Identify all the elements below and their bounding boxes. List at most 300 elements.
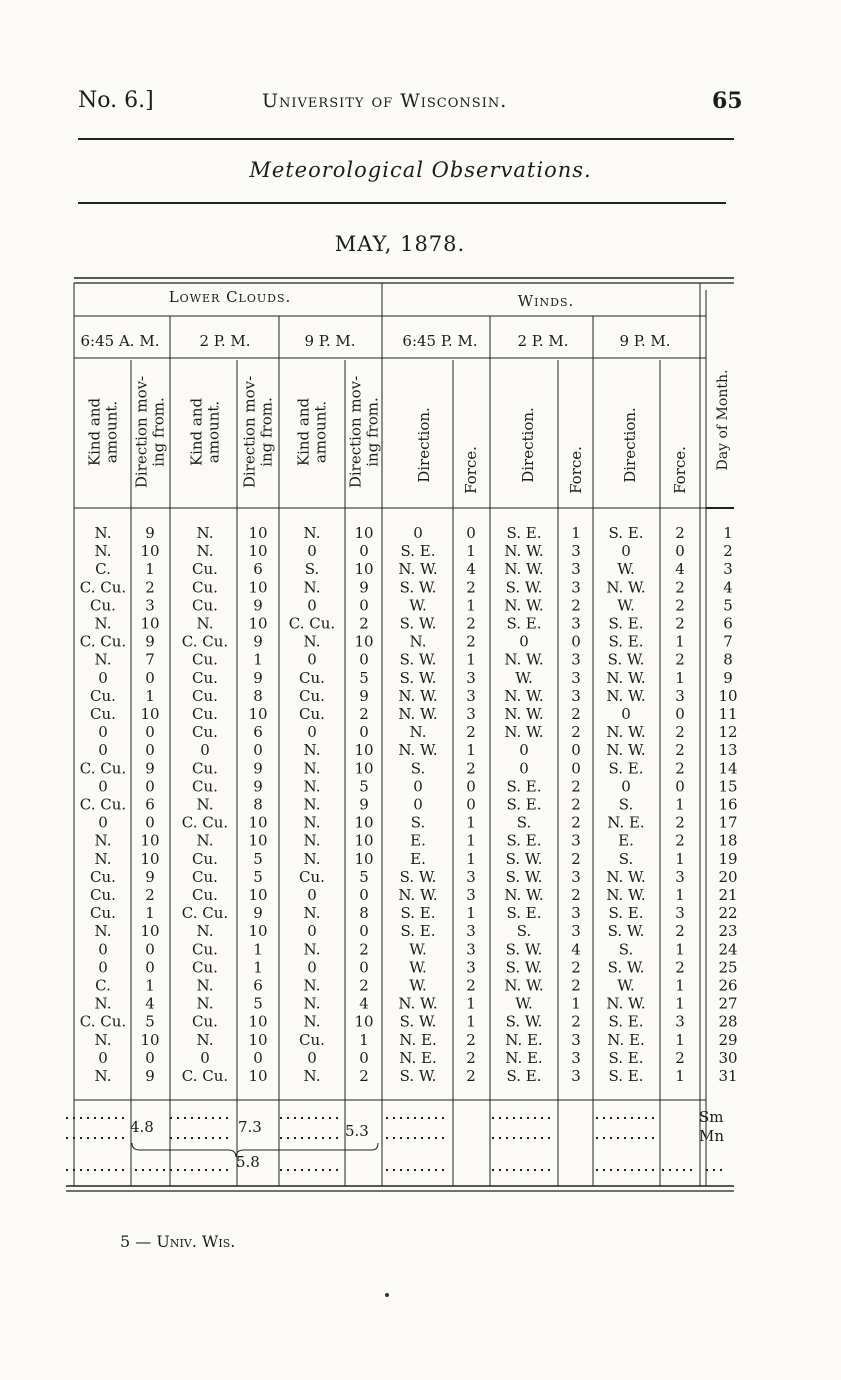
- cell-r23-c4: 0: [307, 922, 317, 941]
- stray-dot: [385, 1293, 389, 1297]
- cell-r3-c7: 4: [466, 560, 476, 579]
- cell-r27-c1: 4: [145, 994, 155, 1013]
- cell-r18-c12: 18: [718, 831, 738, 850]
- cell-r24-c0: 0: [98, 940, 108, 959]
- cell-r12-c2: Cu.: [192, 723, 218, 742]
- cell-r24-c11: 1: [675, 940, 685, 959]
- cell-r15-c10: 0: [621, 777, 631, 796]
- cell-r21-c12: 21: [718, 886, 738, 904]
- kind-amount-645-line: amount.: [102, 400, 121, 464]
- cell-r25-c2: Cu.: [192, 958, 218, 977]
- cell-r12-c12: 12: [718, 723, 738, 742]
- cell-r29-c9: 3: [571, 1030, 581, 1049]
- cell-r19-c11: 1: [675, 849, 685, 868]
- header-title: University of Wisconsin.: [262, 90, 508, 112]
- cell-r18-c10: E.: [618, 831, 634, 850]
- cell-r11-c1: 10: [140, 705, 160, 723]
- cell-r29-c6: N. E.: [399, 1030, 437, 1049]
- cell-r19-c8: S. W.: [505, 849, 543, 868]
- cell-r22-c9: 3: [571, 904, 581, 923]
- cell-r19-c12: 19: [718, 849, 738, 868]
- cell-r16-c0: C. Cu.: [79, 795, 127, 814]
- cell-r13-c7: 1: [466, 741, 476, 760]
- cell-r17-c5: 10: [354, 813, 374, 832]
- cell-r13-c6: N. W.: [398, 741, 438, 760]
- cell-r1-c6: 0: [413, 524, 423, 542]
- cell-r12-c6: N.: [409, 723, 427, 742]
- cell-r10-c6: N. W.: [398, 686, 438, 705]
- cell-r11-c9: 2: [571, 705, 581, 723]
- cell-r14-c4: N.: [303, 759, 321, 778]
- cell-r31-c3: 10: [248, 1067, 268, 1085]
- cell-r13-c8: 0: [519, 741, 529, 760]
- wind-direction-645-line: Direction.: [415, 407, 433, 483]
- cell-r20-c5: 5: [359, 867, 369, 886]
- cell-r26-c12: 26: [718, 976, 738, 995]
- cell-r12-c10: N. W.: [606, 723, 646, 742]
- time-header-4: 2 P. M.: [517, 332, 569, 350]
- kind-amount-9pm-line: Kind and: [294, 397, 313, 467]
- page-number: 65: [712, 88, 743, 114]
- cell-r16-c7: 0: [466, 795, 476, 814]
- cell-r30-c3: 0: [253, 1048, 263, 1067]
- cell-r5-c9: 2: [571, 596, 581, 615]
- cell-r31-c11: 1: [675, 1067, 685, 1085]
- cell-r6-c9: 3: [571, 614, 581, 633]
- cell-r29-c12: 29: [718, 1030, 738, 1049]
- cell-r5-c1: 3: [145, 596, 155, 615]
- cell-r22-c0: Cu.: [90, 904, 116, 923]
- cell-r19-c5: 10: [354, 849, 374, 868]
- cell-r23-c11: 2: [675, 922, 685, 941]
- cell-r20-c1: 9: [145, 867, 155, 886]
- cell-r24-c3: 1: [253, 940, 263, 959]
- wind-direction-2pm: [519, 407, 537, 483]
- cell-r6-c1: 10: [140, 614, 160, 633]
- cell-r26-c8: N. W.: [504, 976, 544, 995]
- cell-r11-c11: 0: [675, 705, 685, 723]
- header-number: No. 6.]: [78, 88, 154, 113]
- cell-r1-c7: 0: [466, 524, 476, 542]
- cell-r2-c2: N.: [196, 542, 214, 561]
- cell-r8-c5: 0: [359, 650, 369, 669]
- cell-r13-c4: N.: [303, 741, 321, 760]
- cell-r20-c8: S. W.: [505, 867, 543, 886]
- cell-r17-c11: 2: [675, 813, 685, 832]
- cell-r22-c12: 22: [718, 904, 738, 923]
- cell-r15-c5: 5: [359, 777, 369, 796]
- wind-force-2pm: [567, 446, 585, 494]
- cell-r1-c9: 1: [571, 524, 581, 542]
- cell-r19-c0: N.: [94, 849, 112, 868]
- cell-r30-c12: 30: [718, 1048, 738, 1067]
- cell-r6-c7: 2: [466, 614, 476, 633]
- cell-r10-c8: N. W.: [504, 686, 544, 705]
- cell-r11-c5: 2: [359, 705, 369, 723]
- time-header-5: 9 P. M.: [619, 332, 671, 350]
- cell-r6-c4: C. Cu.: [288, 614, 336, 633]
- cell-r23-c3: 10: [248, 922, 268, 941]
- cell-r10-c3: 8: [253, 686, 263, 705]
- kind-amount-9pm-line: amount.: [311, 400, 330, 464]
- cell-r8-c7: 1: [466, 650, 476, 669]
- cell-r29-c8: N. E.: [505, 1030, 543, 1049]
- cell-r5-c8: N. W.: [504, 596, 544, 615]
- cell-r8-c2: Cu.: [192, 650, 218, 669]
- cell-r22-c4: N.: [303, 904, 321, 923]
- cell-r3-c9: 3: [571, 560, 581, 579]
- cell-r16-c12: 16: [718, 795, 738, 814]
- cell-r6-c0: N.: [94, 614, 112, 633]
- cell-r31-c2: C. Cu.: [181, 1067, 229, 1085]
- cell-r9-c5: 5: [359, 668, 369, 687]
- cell-r3-c3: 6: [253, 560, 263, 579]
- cell-r17-c1: 0: [145, 813, 155, 832]
- cell-r20-c4: Cu.: [299, 867, 325, 886]
- cell-r17-c12: 17: [718, 813, 738, 832]
- page-subtitle: Meteorological Observations.: [249, 158, 592, 182]
- cell-r15-c11: 0: [675, 777, 685, 796]
- cell-r9-c6: S. W.: [399, 668, 437, 687]
- cell-r7-c8: 0: [519, 632, 529, 651]
- cell-r6-c5: 2: [359, 614, 369, 633]
- cell-r11-c12: 11: [718, 705, 738, 723]
- cell-r10-c11: 3: [675, 686, 685, 705]
- cell-r19-c6: E.: [410, 849, 426, 868]
- cell-r4-c3: 10: [248, 578, 268, 597]
- cell-r20-c9: 3: [571, 867, 581, 886]
- cell-r19-c3: 5: [253, 849, 263, 868]
- cell-r4-c7: 2: [466, 578, 476, 597]
- cell-r21-c5: 0: [359, 886, 369, 904]
- cell-r18-c1: 10: [140, 831, 160, 850]
- cell-r5-c5: 0: [359, 596, 369, 615]
- cell-r30-c5: 0: [359, 1048, 369, 1067]
- cell-r22-c10: S. E.: [608, 904, 644, 923]
- cell-r9-c7: 3: [466, 668, 476, 687]
- cell-r10-c7: 3: [466, 686, 476, 705]
- cell-r18-c2: N.: [196, 831, 214, 850]
- cell-r2-c12: 2: [723, 542, 733, 561]
- cell-r3-c0: C.: [95, 560, 111, 579]
- cell-r22-c3: 9: [253, 904, 263, 923]
- direction-moving-9pm: [347, 376, 382, 488]
- cell-r27-c9: 1: [571, 994, 581, 1013]
- direction-moving-645: [133, 376, 168, 488]
- cell-r20-c2: Cu.: [192, 867, 218, 886]
- cell-r23-c8: S.: [516, 922, 532, 941]
- mean-daily: 5.8: [236, 1153, 260, 1171]
- cell-r31-c4: N.: [303, 1067, 321, 1085]
- cell-r21-c4: 0: [307, 886, 317, 904]
- cell-r29-c11: 1: [675, 1030, 685, 1049]
- time-header-2: 9 P. M.: [304, 332, 356, 350]
- cell-r28-c8: S. W.: [505, 1012, 543, 1031]
- cell-r24-c5: 2: [359, 940, 369, 959]
- cell-r3-c12: 3: [723, 560, 733, 579]
- wind-force-645: [462, 446, 480, 494]
- cell-r24-c6: W.: [409, 940, 427, 959]
- cell-r21-c2: Cu.: [192, 886, 218, 904]
- cell-r30-c8: N. E.: [505, 1048, 543, 1067]
- kind-amount-2pm-line: amount.: [204, 400, 223, 464]
- cell-r3-c4: S.: [304, 560, 320, 579]
- cell-r2-c11: 0: [675, 542, 685, 561]
- cell-r13-c5: 10: [354, 741, 374, 760]
- cell-r1-c10: S. E.: [608, 524, 644, 542]
- cell-r27-c10: N. W.: [606, 994, 646, 1013]
- cell-r16-c11: 1: [675, 795, 685, 814]
- cell-r9-c0: 0: [98, 668, 108, 687]
- direction-moving-2pm-line: ing from.: [257, 397, 276, 467]
- cell-r23-c10: S. W.: [607, 922, 645, 941]
- cell-r12-c11: 2: [675, 723, 685, 742]
- cell-r31-c6: S. W.: [399, 1067, 437, 1085]
- cell-r17-c8: S.: [516, 813, 532, 832]
- cell-r8-c9: 3: [571, 650, 581, 669]
- cell-r29-c10: N. E.: [607, 1030, 645, 1049]
- wind-direction-645: [415, 407, 433, 483]
- cell-r10-c2: Cu.: [192, 686, 218, 705]
- group-lower-clouds: Lower Clouds.: [168, 288, 292, 306]
- cell-r7-c1: 9: [145, 632, 155, 651]
- cell-r23-c5: 0: [359, 922, 369, 941]
- cell-r22-c11: 3: [675, 904, 685, 923]
- cell-r23-c6: S. E.: [400, 922, 436, 941]
- cell-r19-c2: Cu.: [192, 849, 218, 868]
- cell-r22-c5: 8: [359, 904, 369, 923]
- cell-r30-c11: 2: [675, 1048, 685, 1067]
- cell-r27-c4: N.: [303, 994, 321, 1013]
- cell-r2-c1: 10: [140, 542, 160, 561]
- cell-r21-c7: 3: [466, 886, 476, 904]
- cell-r29-c2: N.: [196, 1030, 214, 1049]
- cell-r9-c9: 3: [571, 668, 581, 687]
- cell-r26-c7: 2: [466, 976, 476, 995]
- cell-r7-c9: 0: [571, 632, 581, 651]
- cell-r13-c1: 0: [145, 741, 155, 760]
- cell-r15-c3: 9: [253, 777, 263, 796]
- cell-r25-c10: S. W.: [607, 958, 645, 977]
- cell-r13-c3: 0: [253, 741, 263, 760]
- cell-r17-c10: N. E.: [607, 813, 645, 832]
- cell-r22-c8: S. E.: [506, 904, 542, 923]
- direction-moving-2pm-line: Direction mov-: [240, 375, 259, 489]
- cell-r13-c2: 0: [200, 741, 210, 760]
- cell-r20-c10: N. W.: [606, 867, 646, 886]
- cell-r11-c7: 3: [466, 705, 476, 723]
- cell-r30-c0: 0: [98, 1048, 108, 1067]
- cell-r18-c9: 3: [571, 831, 581, 850]
- mean-645: 4.8: [130, 1118, 154, 1136]
- cell-r26-c9: 2: [571, 976, 581, 995]
- cell-r27-c8: W.: [515, 994, 533, 1013]
- cell-r12-c5: 0: [359, 723, 369, 742]
- cell-r14-c8: 0: [519, 759, 529, 778]
- cell-r8-c0: N.: [94, 650, 112, 669]
- cell-r2-c10: 0: [621, 542, 631, 561]
- cell-r18-c5: 10: [354, 831, 374, 850]
- cell-r25-c3: 1: [253, 958, 263, 977]
- cell-r1-c0: N.: [94, 524, 112, 542]
- cell-r13-c11: 2: [675, 741, 685, 760]
- cell-r11-c10: 0: [621, 705, 631, 723]
- cell-r6-c11: 2: [675, 614, 685, 633]
- footer-note: [120, 1232, 235, 1251]
- cell-r16-c5: 9: [359, 795, 369, 814]
- cell-r9-c8: W.: [515, 668, 533, 687]
- cell-r3-c1: 1: [145, 560, 155, 579]
- cell-r1-c5: 10: [354, 524, 374, 542]
- cell-r31-c9: 3: [571, 1067, 581, 1085]
- kind-amount-2pm-line: Kind and: [187, 397, 206, 467]
- cell-r5-c2: Cu.: [192, 596, 218, 615]
- kind-amount-645-line: Kind and: [85, 397, 104, 467]
- cell-r20-c0: Cu.: [90, 867, 116, 886]
- wind-force-9pm-line: Force.: [671, 446, 689, 494]
- cell-r19-c7: 1: [466, 849, 476, 868]
- cell-r31-c5: 2: [359, 1067, 369, 1085]
- cell-r10-c0: Cu.: [90, 686, 116, 705]
- cell-r30-c10: S. E.: [608, 1048, 644, 1067]
- cell-r26-c3: 6: [253, 976, 263, 995]
- cell-r22-c2: C. Cu.: [181, 904, 229, 923]
- wind-force-2pm-line: Force.: [567, 446, 585, 494]
- cell-r21-c6: N. W.: [398, 886, 438, 904]
- cell-r15-c9: 2: [571, 777, 581, 796]
- cell-r30-c2: 0: [200, 1048, 210, 1067]
- cell-r21-c11: 1: [675, 886, 685, 904]
- cell-r17-c3: 10: [248, 813, 268, 832]
- cell-r1-c11: 2: [675, 524, 685, 542]
- cell-r12-c9: 2: [571, 723, 581, 742]
- cell-r8-c11: 2: [675, 650, 685, 669]
- cell-r4-c10: N. W.: [606, 578, 646, 597]
- time-header-1: 2 P. M.: [199, 332, 251, 350]
- cell-r14-c6: S.: [410, 759, 426, 778]
- cell-r5-c4: 0: [307, 596, 317, 615]
- cell-r15-c12: 15: [718, 777, 738, 796]
- cell-r27-c2: N.: [196, 994, 214, 1013]
- cell-r15-c4: N.: [303, 777, 321, 796]
- cell-r24-c10: S.: [618, 940, 634, 959]
- cell-r25-c6: W.: [409, 958, 427, 977]
- cell-r5-c3: 9: [253, 596, 263, 615]
- kind-amount-9pm: [295, 397, 330, 466]
- cell-r21-c8: N. W.: [504, 886, 544, 904]
- cell-r25-c11: 2: [675, 958, 685, 977]
- cell-r24-c1: 0: [145, 940, 155, 959]
- cell-r4-c8: S. W.: [505, 578, 543, 597]
- cell-r12-c0: 0: [98, 723, 108, 742]
- cell-r31-c10: S. E.: [608, 1067, 644, 1085]
- cell-r2-c9: 3: [571, 542, 581, 561]
- cell-r19-c10: S.: [618, 849, 634, 868]
- kind-amount-645: [86, 397, 121, 466]
- cell-r7-c5: 10: [354, 632, 374, 651]
- cell-r25-c5: 0: [359, 958, 369, 977]
- cell-r1-c2: N.: [196, 524, 214, 542]
- footer-text: Univ. Wis.: [156, 1232, 236, 1251]
- cell-r13-c12: 13: [718, 741, 738, 760]
- cell-r18-c8: S. E.: [506, 831, 542, 850]
- cell-r14-c1: 9: [145, 759, 155, 778]
- cell-r11-c2: Cu.: [192, 705, 218, 723]
- day-of-month-header-line: Day of Month.: [715, 369, 731, 471]
- cell-r24-c8: S. W.: [505, 940, 543, 959]
- cell-r30-c4: 0: [307, 1048, 317, 1067]
- cell-r21-c3: 10: [248, 886, 268, 904]
- cell-r2-c5: 0: [359, 542, 369, 561]
- cell-r6-c6: S. W.: [399, 614, 437, 633]
- cell-r4-c0: C. Cu.: [79, 578, 127, 597]
- cell-r28-c4: N.: [303, 1012, 321, 1031]
- mean-2pm: 7.3: [238, 1118, 262, 1136]
- cell-r5-c6: W.: [409, 596, 427, 615]
- mean-9pm: 5.3: [345, 1122, 369, 1140]
- cell-r9-c3: 9: [253, 668, 263, 687]
- cell-r15-c0: 0: [98, 777, 108, 796]
- cell-r17-c6: S.: [410, 813, 426, 832]
- cell-r3-c5: 10: [354, 560, 374, 579]
- cell-r4-c6: S. W.: [399, 578, 437, 597]
- cell-r26-c6: W.: [409, 976, 427, 995]
- cell-r22-c7: 1: [466, 904, 476, 923]
- cell-r14-c9: 0: [571, 759, 581, 778]
- cell-r28-c11: 3: [675, 1012, 685, 1031]
- cell-r4-c1: 2: [145, 578, 155, 597]
- cell-r9-c11: 1: [675, 668, 685, 687]
- cell-r16-c8: S. E.: [506, 795, 542, 814]
- month-heading: MAY, 1878.: [334, 232, 466, 256]
- cell-r28-c12: 28: [718, 1012, 738, 1031]
- wind-force-645-line: Force.: [462, 446, 480, 494]
- cell-r6-c12: 6: [723, 614, 733, 633]
- cell-r11-c6: N. W.: [398, 705, 438, 723]
- cell-r5-c0: Cu.: [90, 596, 116, 615]
- cell-r4-c5: 9: [359, 578, 369, 597]
- cell-r10-c12: 10: [718, 686, 738, 705]
- cell-r14-c0: C. Cu.: [79, 759, 127, 778]
- cell-r19-c1: 10: [140, 849, 160, 868]
- cell-r22-c6: S. E.: [400, 904, 436, 923]
- cell-r1-c3: 10: [248, 524, 268, 542]
- cell-r7-c12: 7: [723, 632, 733, 651]
- cell-r16-c10: S.: [618, 795, 634, 814]
- cell-r27-c11: 1: [675, 994, 685, 1013]
- cell-r29-c5: 1: [359, 1030, 369, 1049]
- cell-r30-c9: 3: [571, 1048, 581, 1067]
- cell-r15-c7: 0: [466, 777, 476, 796]
- cell-r6-c8: S. E.: [506, 614, 542, 633]
- cell-r23-c9: 3: [571, 922, 581, 941]
- cell-r9-c4: Cu.: [299, 668, 325, 687]
- cell-r24-c2: Cu.: [192, 940, 218, 959]
- cell-r18-c7: 1: [466, 831, 476, 850]
- cell-r25-c0: 0: [98, 958, 108, 977]
- cell-r16-c1: 6: [145, 795, 155, 814]
- cell-r24-c12: 24: [718, 940, 738, 959]
- cell-r25-c7: 3: [466, 958, 476, 977]
- cell-r30-c7: 2: [466, 1048, 476, 1067]
- cell-r7-c4: N.: [303, 632, 321, 651]
- cell-r8-c6: S. W.: [399, 650, 437, 669]
- cell-r18-c6: E.: [410, 831, 426, 850]
- cell-r3-c10: W.: [617, 560, 635, 579]
- cell-r8-c1: 7: [145, 650, 155, 669]
- cell-r28-c3: 10: [248, 1012, 268, 1031]
- cell-r4-c11: 2: [675, 578, 685, 597]
